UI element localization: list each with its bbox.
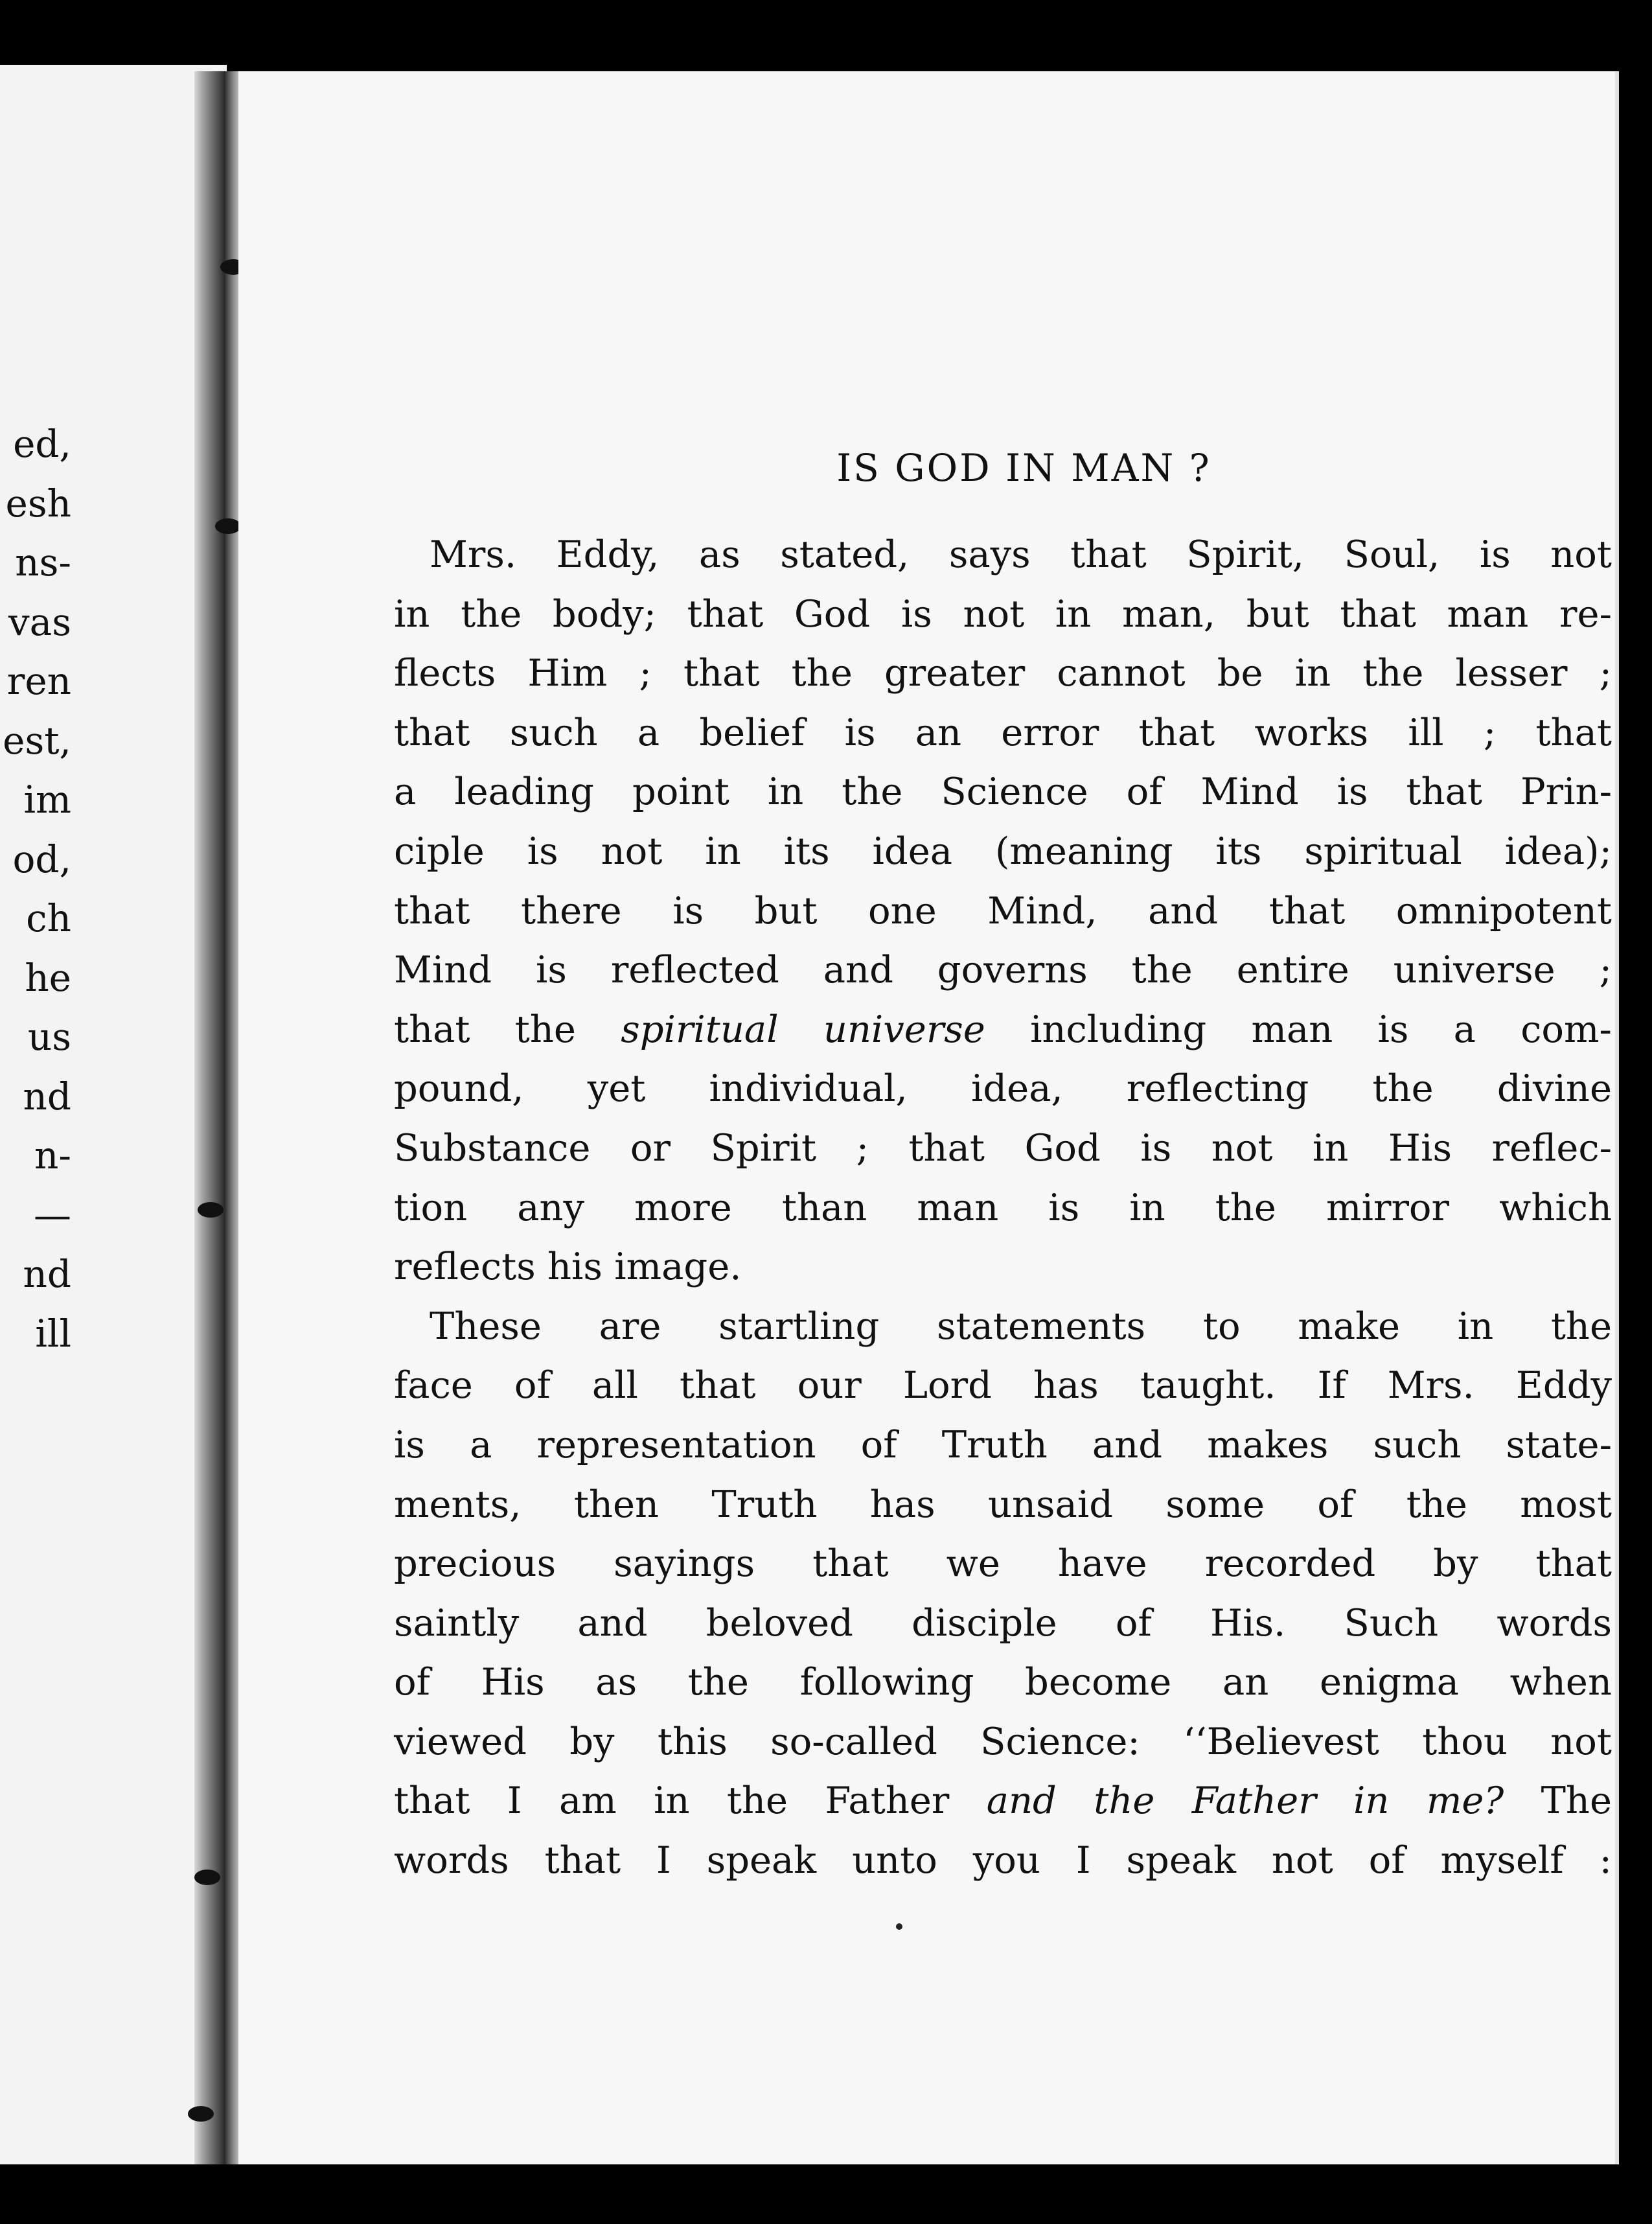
facing-page-fragment: nd [23,1074,71,1118]
text-line: These are startling statements to make in the [430,1304,1612,1348]
binding-mark [188,2106,214,2122]
facing-page-fragment: nd [23,1252,71,1296]
text-line: reflects his image. [394,1245,742,1289]
text-run: including man is a com- [985,1007,1612,1051]
paragraph [394,525,1612,1297]
facing-page-fragment: od, [12,837,71,881]
text-line: is a representation of Truth and makes such state- [394,1422,1612,1466]
binding-mark [215,518,241,534]
text-line: saintly and beloved disciple of His. Such words [394,1601,1612,1645]
paragraph [394,1297,1612,1890]
facing-page-fragment: ed, [13,422,71,466]
facing-page-fragment: ns- [15,540,71,585]
page-body [394,525,1612,1890]
italic-text: spiritual universe [621,1007,985,1051]
text-line: Substance or Spirit ; that God is not in His reflec- [394,1126,1612,1170]
book-spine [194,71,243,2164]
ink-speck [896,1923,902,1930]
italic-text: and the Father in me? [986,1779,1504,1823]
text-line: words that I speak unto you I speak not of myself : [394,1838,1612,1882]
facing-page-fragment: est, [3,718,71,763]
text-line [394,1000,1612,1060]
facing-page-fragment: im [23,778,71,822]
text-line: viewed by this so-called Science: ‘‘Believest thou not [394,1719,1612,1763]
binding-mark [194,1870,220,1885]
text-run: that I am in the Father [394,1779,987,1823]
text-run: that the [394,1007,621,1051]
text-line: that such a belief is an error that works ill ; that [394,710,1612,754]
text-line: precious sayings that we have recorded by that [394,1542,1612,1586]
text-line: in the body; that God is not in man, but that man re- [394,592,1612,636]
book-page [238,71,1619,2164]
facing-page-fragment: he [25,955,71,1000]
facing-page-fragment: vas [8,599,71,644]
facing-page-fragment: us [27,1015,71,1059]
facing-page-fragment: esh [5,481,71,526]
text-line: tion any more than man is in the mirror which [394,1185,1612,1229]
text-line: Mrs. Eddy, as stated, says that Spirit, Soul, is not [430,533,1612,576]
text-line: ciple is not in its idea (meaning its spiritual idea); [394,829,1612,873]
text-line: Mind is reflected and governs the entire universe ; [394,948,1612,992]
text-line: of His as the following become an enigma when [394,1660,1612,1704]
facing-page-fragment: ren [6,659,71,703]
text-line: ments, then Truth has unsaid some of the most [394,1482,1612,1526]
text-line: that there is but one Mind, and that omnipotent [394,888,1612,932]
facing-page-text [0,415,71,1363]
facing-page-fragment: — [34,1192,71,1237]
binding-mark [198,1202,224,1218]
text-line: face of all that our Lord has taught. If Mrs. Eddy [394,1363,1612,1407]
text-run: The [1504,1779,1612,1823]
facing-page [0,65,227,2164]
facing-page-fragment: ill [35,1311,71,1356]
text-line: pound, yet individual, idea, reflecting the divine [394,1067,1612,1111]
facing-page-fragment: ch [26,896,71,940]
facing-page-fragment: n- [34,1133,71,1177]
text-line [394,1771,1612,1831]
text-line: a leading point in the Science of Mind is that Prin- [394,770,1612,814]
text-line: flects Him ; that the greater cannot be in the lesser ; [394,651,1612,695]
chapter-title: IS GOD IN MAN ? [836,446,1211,490]
